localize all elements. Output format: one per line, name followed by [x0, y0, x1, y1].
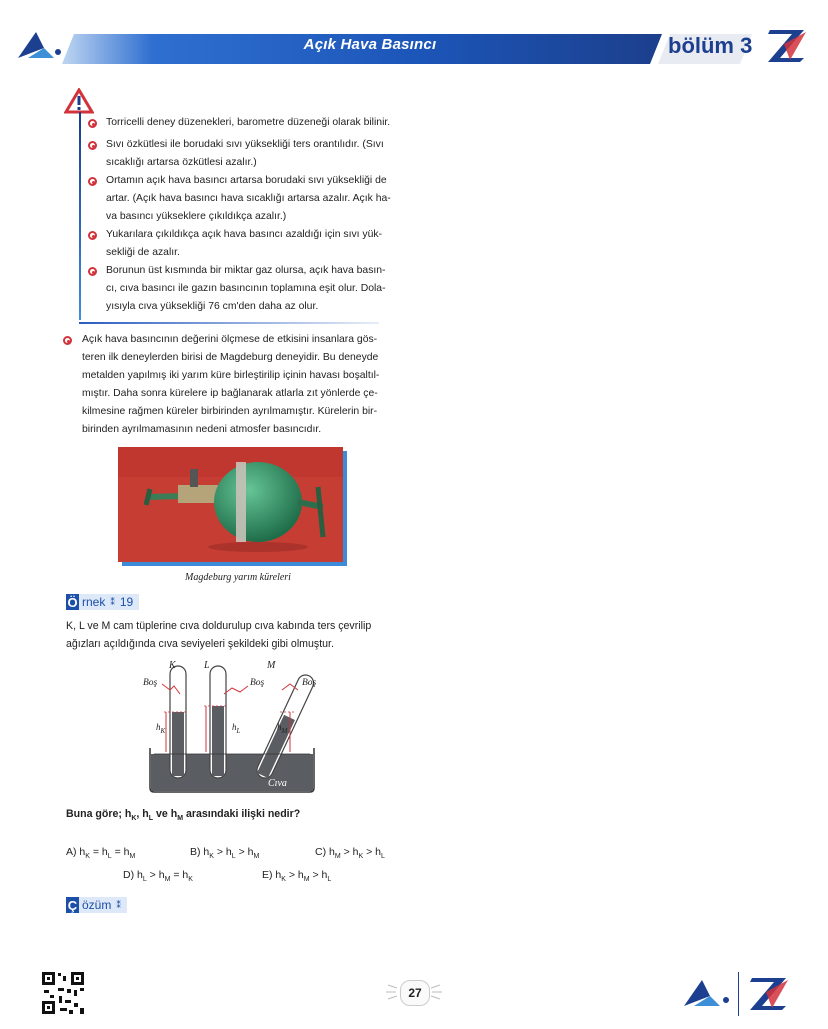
brand-z-logo-top [766, 28, 808, 64]
empty-label-l: Boş [250, 678, 265, 688]
brand-z-logo-bottom [748, 976, 790, 1012]
bullet-icon [88, 231, 97, 240]
warning-item-2: Sıvı özkütlesi ile borudaki sıvı yüksekliği ters orantılıdır. (Sıvı sıcaklığı artarsa özkütlesi azalır.) [106, 139, 384, 168]
warning-item-5: Borunun üst kısmında bir miktar gaz olursa, açık hava basın- cı, cıva basıncı ile gazın basıncının toplamına eşit olur. Dola- yısıyla cıva yüksekliği 76 cm'den daha az olur. [106, 265, 386, 312]
tube-label-l: L [204, 660, 210, 671]
magdeburg-photo [118, 447, 343, 562]
mercury-label: Cıva [268, 778, 287, 789]
warning-item-3: Ortamın açık hava basıncı artarsa borudaki sıvı yüksekliği de artar. (Açık hava basıncı hava sıcaklığı artarsa azalır. Açık ha- va basıncı yükseklere çıkıldıkça azalır.) [106, 175, 391, 222]
photo-caption: Magdeburg yarım küreleri [185, 572, 291, 583]
footer-divider [738, 972, 739, 1016]
option-c[interactable]: C) $h_M > h_K > h_L$ [315, 846, 385, 861]
bullet-icon [88, 177, 97, 186]
solution-heading [66, 897, 127, 913]
double-chevron-icon: ⁑ [110, 596, 115, 607]
tube-label-k: K [169, 660, 176, 671]
warning-item-4: Yukarılara çıkıldıkça açık hava basıncı azaldığı için sıvı yük- sekliği de azalır. [106, 229, 383, 258]
example-heading [66, 594, 139, 610]
example-number: 19 [119, 595, 134, 609]
option-e[interactable]: E) $h_K > h_M > h_L$ [262, 869, 332, 884]
solution-heading-initial: Ç [67, 897, 78, 913]
bullet-icon [88, 141, 97, 150]
double-chevron-icon: ⁑ [116, 899, 121, 910]
option-a[interactable]: A) $h_K = h_L = h_M$ [66, 846, 136, 861]
height-label-l: $h_L$ [232, 722, 241, 735]
warning-box-bottom [79, 322, 379, 324]
question-text: Buna göre; $h_K$, $h_L$ ve $h_M$ arasındaki ilişki nedir? [66, 808, 301, 823]
bullet-icon [88, 119, 97, 128]
option-b[interactable]: B) $h_K > h_L > h_M$ [190, 846, 260, 861]
page-number: 27 [400, 980, 430, 1006]
qr-code[interactable] [40, 970, 86, 1016]
height-label-m: $h_M$ [277, 722, 288, 735]
height-label-k: $h_K$ [156, 722, 166, 735]
warning-item-1: Torricelli deney düzenekleri, barometre düzeneği olarak bilinir. [106, 117, 391, 128]
publisher-logo-top [14, 28, 62, 64]
example-heading-label: rnek ⁑ 19 [79, 594, 139, 610]
option-d[interactable]: D) $h_L > h_M = h_K$ [123, 869, 193, 884]
tube-label-m: M [267, 660, 276, 671]
example-heading-initial: Ö [67, 594, 78, 610]
bullet-icon [88, 267, 97, 276]
empty-label-k: Boş [143, 678, 158, 688]
warning-box-border [79, 112, 81, 320]
example-text: K, L ve M cam tüplerine cıva doldurulup cıva kabında ters çevrilip ağızları açıldığında cıva seviyeleri şekildeki gibi olmuştur. [66, 620, 372, 650]
page-title: Açık Hava Basıncı [303, 36, 437, 53]
solution-heading-label: özüm ⁑ [79, 897, 127, 913]
magdeburg-paragraph: Açık hava basıncının değerini ölçmese de etkisini insanlara gös- teren ilk deneylerden birisi de Magdeburg deneyidir. Bu deneyde metalden yapılmış iki yarım küre birleştirilip içinin havası boşaltıl- mıştır. Daha sonra kürelere ip bağlanarak atlarla zıt yönlerde çe- kilmesine rağmen küreler birbirinden ayrılmamıştır. Kürelerin bir- birinden ayrılmamasının nedeni atmosfer basıncıdır. [82, 334, 380, 435]
chapter-label: bölüm 3 [668, 33, 753, 58]
warning-icon [64, 88, 94, 114]
empty-label-m: Boş [302, 678, 317, 688]
publisher-logo-bottom [680, 976, 732, 1012]
bullet-icon [63, 336, 72, 345]
